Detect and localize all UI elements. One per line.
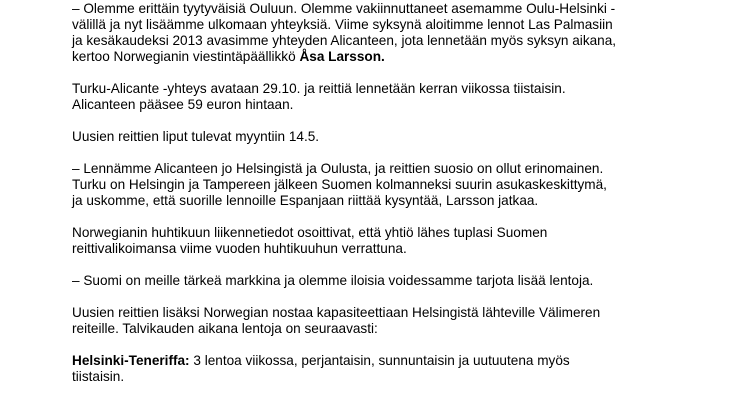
document-page [72, 0, 732, 385]
text-line: reiteille. Talvikauden aikana lentoja on seuraavasti: [72, 321, 378, 336]
text-line: tiistaisin. [72, 369, 125, 384]
paragraph-quote-alicante [72, 161, 732, 209]
text-line: – Suomi on meille tärkeä markkina ja olemme iloisia voidessamme tarjota lisää lentoja. [72, 273, 594, 288]
text-line: Uusien reittien liput tulevat myyntiin 14.5. [72, 129, 320, 144]
text-line: Turku on Helsingin ja Tampereen jälkeen Suomen kolmanneksi suurin asukaskeskittymä, [72, 177, 607, 192]
paragraph-ticket-sales [72, 129, 732, 145]
text-run: kertoo Norwegianin viestintäpäällikkö [72, 49, 300, 64]
paragraph-quote-oulu [72, 1, 732, 65]
text-line: välillä ja nyt lisäämme ulkomaan yhteyksiä. Viime syksynä aloitimme lennot Las Palmasiin [72, 17, 613, 32]
text-line: reittivalikoimansa viime vuoden huhtikuuhun verrattuna. [72, 241, 407, 256]
text-line: – Lennämme Alicanteen jo Helsingistä ja Oulusta, ja reittien suosio on ollut erinomainen. [72, 161, 604, 176]
paragraph-capacity [72, 305, 732, 337]
paragraph-turku-alicante [72, 81, 732, 113]
text-line [72, 353, 732, 369]
paragraph-quote-finland [72, 273, 732, 289]
text-line: Turku-Alicante -yhteys avataan 29.10. ja reittiä lennetään kerran viikossa tiistaisin. [72, 81, 566, 96]
route-name: Helsinki-Teneriffa: [72, 353, 190, 368]
spokesperson-name: Åsa Larsson. [299, 49, 385, 64]
text-line [72, 49, 732, 65]
paragraph-traffic-data [72, 225, 732, 257]
text-line: Alicanteen pääsee 59 euron hintaan. [72, 97, 294, 112]
text-line: ja uskomme, että suorille lennoille Espanjaan riittää kysyntää, Larsson jatkaa. [72, 193, 539, 208]
paragraph-route-teneriffa [72, 353, 732, 385]
text-line: ja kesäkaudeksi 2013 avasimme yhteyden Alicanteen, jota lennetään myös syksyn aikana, [72, 33, 617, 48]
text-line: Norwegianin huhtikuun liikennetiedot osoittivat, että yhtiö lähes tuplasi Suomen [72, 225, 548, 240]
text-run: 3 lentoa viikossa, perjantaisin, sunnuntaisin ja uutuutena myös [189, 353, 570, 368]
text-line: Uusien reittien lisäksi Norwegian nostaa kapasiteettiaan Helsingistä lähteville Välimeren [72, 305, 601, 320]
text-line: – Olemme erittäin tyytyväisiä Ouluun. Olemme vakiinnuttaneet asemamme Oulu-Helsinki - [72, 1, 616, 16]
